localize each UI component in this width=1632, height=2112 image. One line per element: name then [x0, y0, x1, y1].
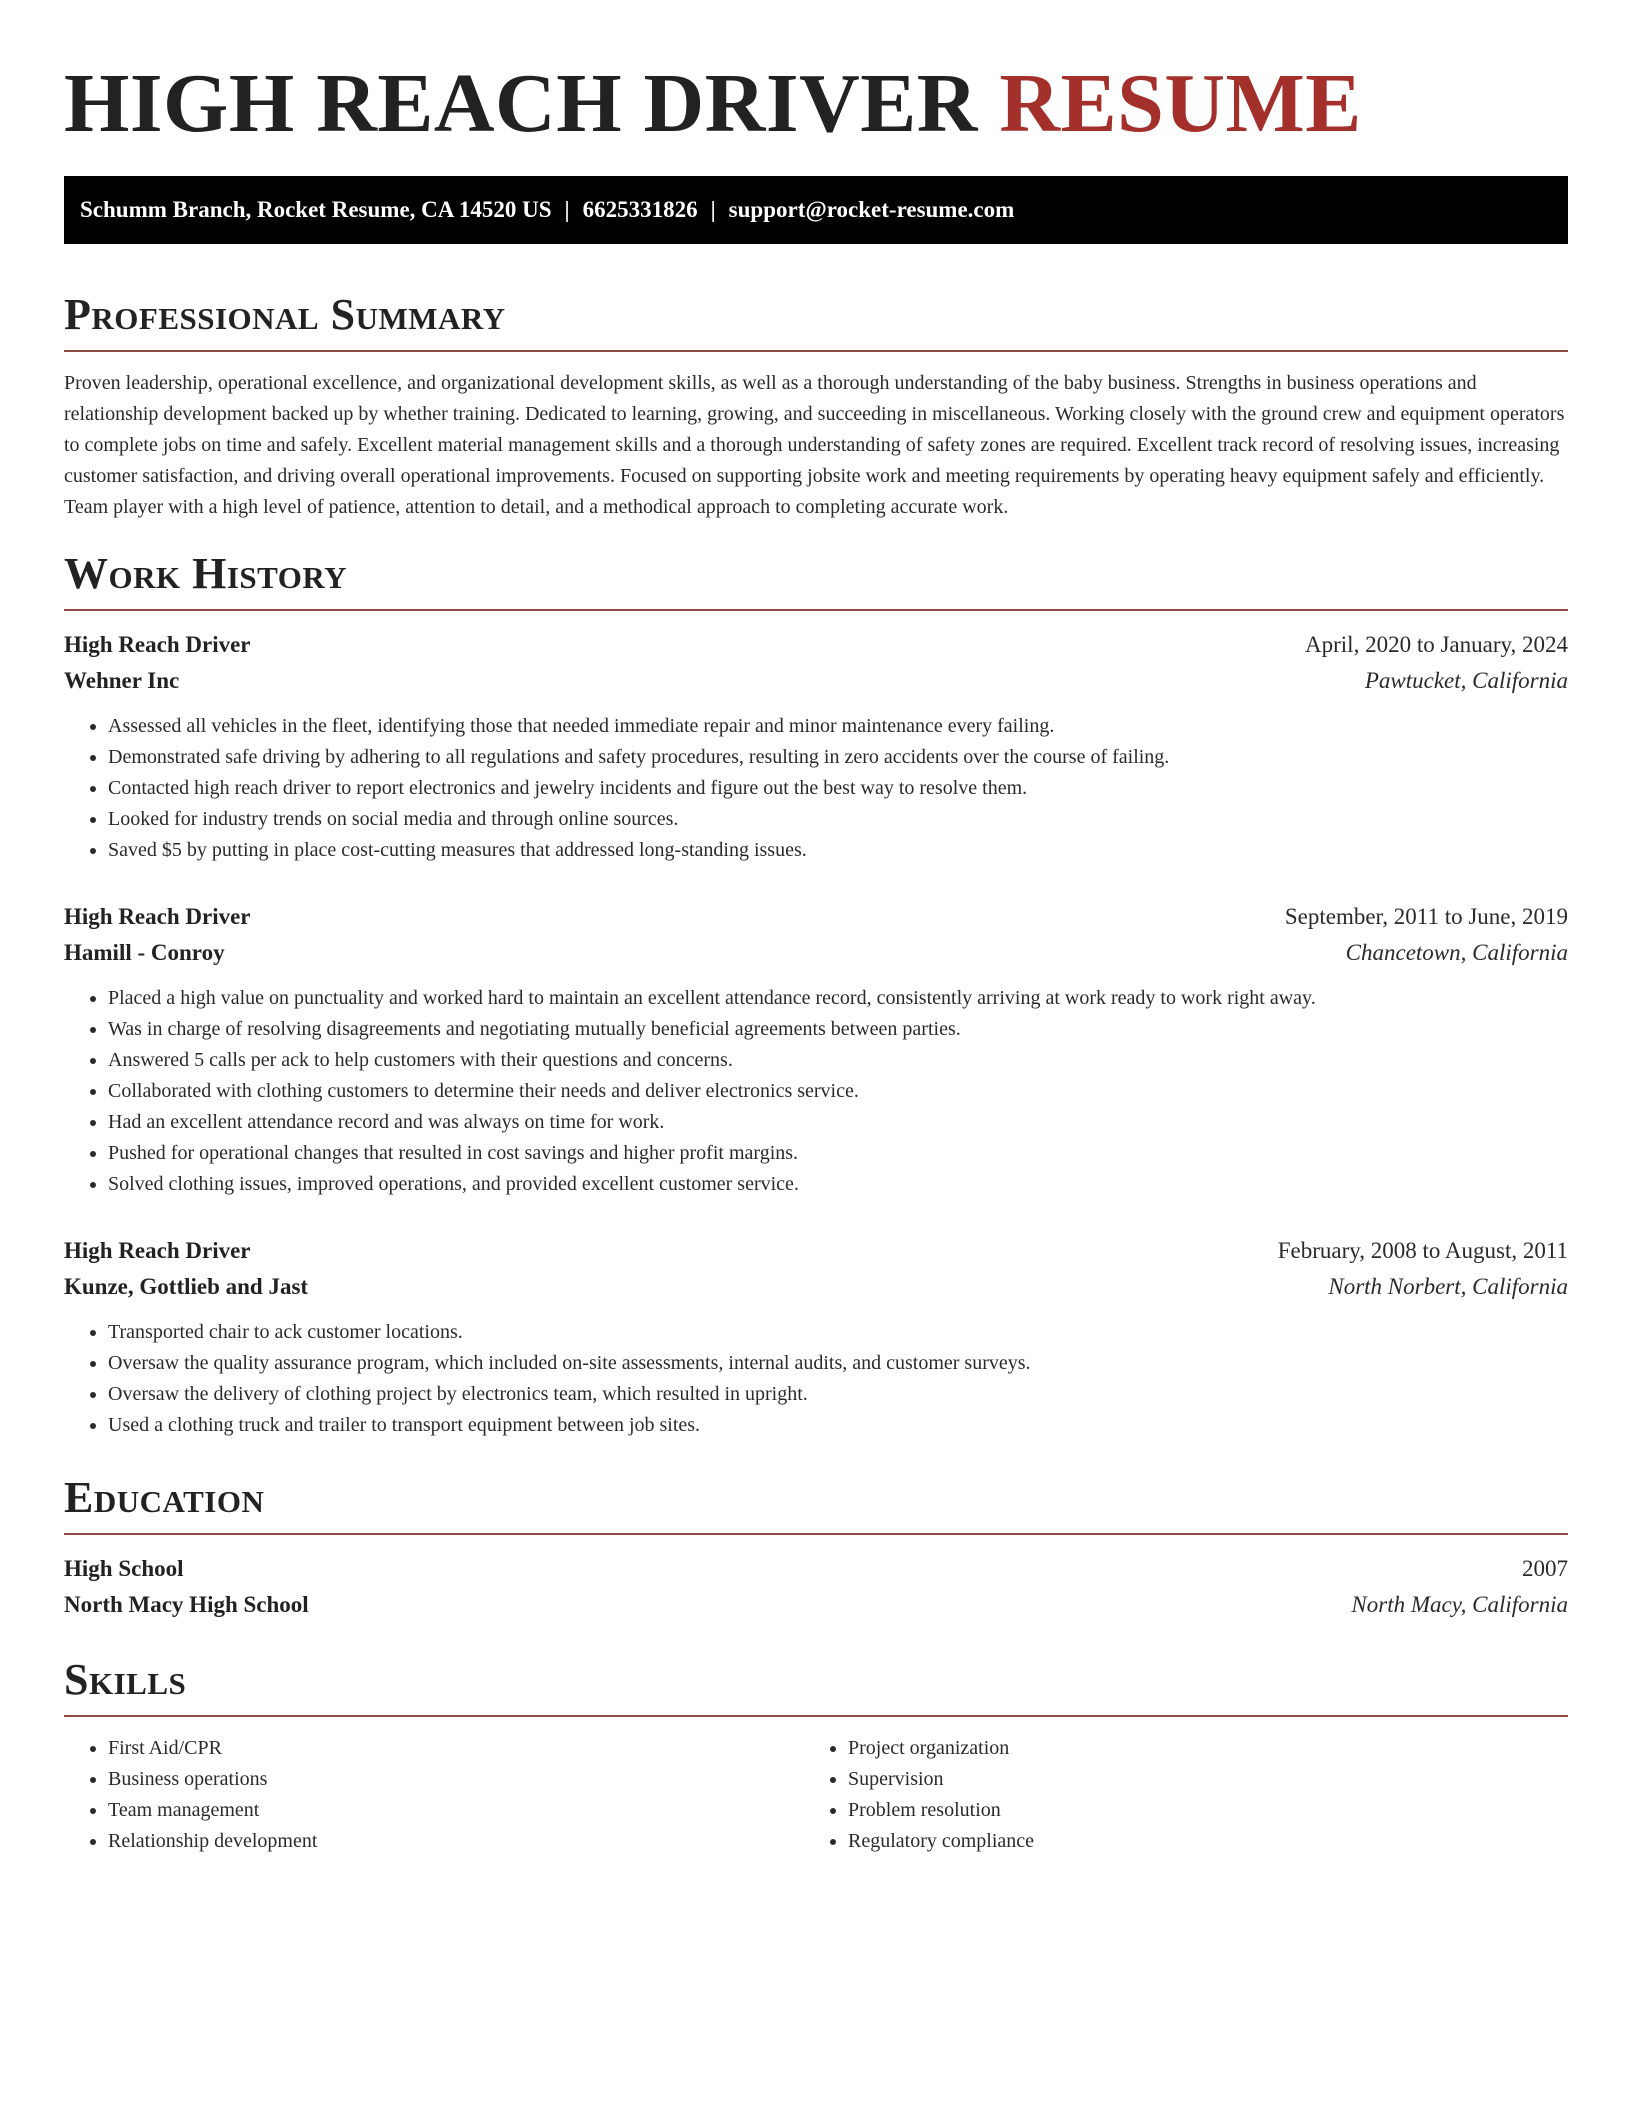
job-location: Chancetown, California	[1345, 940, 1568, 965]
skill-item: • Relationship development	[108, 1826, 804, 1857]
summary-text: Proven leadership, operational excellence, and organizational development skills, as well as a thorough understanding of the baby business. Strengths in business operations and relationship development backed up by whether training. Dedicated to learning, growing, and succeeding in miscellaneous. Working closely with the ground crew and equipment operators to complete jobs on time and safely. Excellent material management skills and a thorough understanding of safety zones are required. Excellent track record of resolving issues, increasing customer satisfaction, and driving overall operational improvements. Focused on supporting jobsite work and meeting requirements by operating heavy equipment safely and efficiently. Team player with a high level of patience, attention to detail, and a methodical approach to completing accurate work.	[64, 372, 1565, 518]
skill-item: • Business operations	[108, 1764, 804, 1795]
job-bullet: • Answered 5 calls per ack to help customers with their questions and concerns.	[108, 1045, 1568, 1076]
job-bullet: • Transported chair to ack customer locations.	[108, 1317, 1568, 1348]
job-location: North Norbert, California	[1328, 1274, 1568, 1299]
job-location: Pawtucket, California	[1364, 668, 1568, 693]
job-bullet: • Solved clothing issues, improved operations, and provided excellent customer service.	[108, 1169, 1568, 1200]
contact-email[interactable]: support@rocket-resume.com	[728, 197, 1015, 222]
job-bullet: • Oversaw the quality assurance program, which included on-site assessments, internal audits, and customer surveys.	[108, 1348, 1568, 1379]
education-heading: Education	[64, 1469, 1568, 1535]
job-title-row	[64, 1233, 1568, 1269]
job-company-row	[64, 663, 1568, 699]
job-bullet: • Was in charge of resolving disagreements and negotiating mutually beneficial agreements between parties.	[108, 1014, 1568, 1045]
contact-phone[interactable]: 6625331826	[582, 197, 698, 222]
contact-bar	[64, 176, 1568, 244]
job-title: High Reach Driver	[64, 632, 251, 657]
job-title: High Reach Driver	[64, 904, 251, 929]
education-school-row	[64, 1587, 1568, 1623]
job-dates: September, 2011 to June, 2019	[1284, 904, 1568, 929]
job-bullet: • Collaborated with clothing customers to determine their needs and deliver electronics service.	[108, 1076, 1568, 1107]
job-bullet: • Assessed all vehicles in the fleet, identifying those that needed immediate repair and minor maintenance every failing.	[108, 711, 1568, 742]
skills-column-left	[64, 1733, 804, 1857]
education-location: North Macy, California	[1351, 1592, 1568, 1617]
education-degree: High School	[64, 1556, 184, 1581]
job-dates: February, 2008 to August, 2011	[1277, 1238, 1568, 1263]
job-company: Hamill - Conroy	[64, 940, 225, 965]
work-history-heading: Work History	[64, 545, 1568, 611]
job-company: Kunze, Gottlieb and Jast	[64, 1274, 309, 1299]
job-bullets	[64, 711, 1568, 866]
job-entry	[64, 899, 1568, 1200]
job-bullet: • Demonstrated safe driving by adhering to all regulations and safety procedures, resulting in zero accidents over the course of failing.	[108, 742, 1568, 773]
skill-item: • Team management	[108, 1795, 804, 1826]
contact-address: Schumm Branch, Rocket Resume, CA 14520 US	[80, 197, 552, 222]
job-entry	[64, 1233, 1568, 1441]
job-bullet: • Contacted high reach driver to report electronics and jewelry incidents and figure out the best way to resolve them.	[108, 773, 1568, 804]
job-bullets	[64, 983, 1568, 1200]
skills-list	[64, 1733, 1568, 1857]
job-bullet: • Used a clothing truck and trailer to transport equipment between job sites.	[108, 1410, 1568, 1441]
job-title: High Reach Driver	[64, 1238, 251, 1263]
job-entry	[64, 627, 1568, 866]
education-school: North Macy High School	[64, 1592, 309, 1617]
job-bullets	[64, 1317, 1568, 1441]
title-main: HIGH REACH DRIVER	[64, 57, 978, 150]
summary-heading: Professional Summary	[64, 286, 1568, 352]
skill-item: • Project organization	[848, 1733, 1544, 1764]
skill-item: • Problem resolution	[848, 1795, 1544, 1826]
education-entry	[64, 1551, 1568, 1623]
education-degree-row	[64, 1551, 1568, 1587]
skill-item: • First Aid/CPR	[108, 1733, 804, 1764]
job-bullet: • Saved $5 by putting in place cost-cutting measures that addressed long-standing issues.	[108, 835, 1568, 866]
skill-item: • Regulatory compliance	[848, 1826, 1544, 1857]
job-title-row	[64, 627, 1568, 663]
job-bullet: • Placed a high value on punctuality and worked hard to maintain an excellent attendance record, consistently arriving at work ready to work right away.	[108, 983, 1568, 1014]
skills-heading: Skills	[64, 1651, 1568, 1717]
job-company-row	[64, 1269, 1568, 1305]
job-bullet: • Looked for industry trends on social media and through online sources.	[108, 804, 1568, 835]
job-company-row	[64, 935, 1568, 971]
resume-page	[64, 0, 1568, 1857]
job-bullet: • Pushed for operational changes that resulted in cost savings and higher profit margins.	[108, 1138, 1568, 1169]
skills-column-right	[804, 1733, 1544, 1857]
title-accent: RESUME	[999, 57, 1362, 150]
skill-item: • Supervision	[848, 1764, 1544, 1795]
job-dates: April, 2020 to January, 2024	[1305, 632, 1568, 657]
resume-title	[64, 0, 1568, 152]
contact-separator: |	[564, 197, 570, 222]
contact-separator: |	[710, 197, 716, 222]
education-year: 2007	[1522, 1556, 1568, 1581]
job-bullet: • Oversaw the delivery of clothing project by electronics team, which resulted in upright.	[108, 1379, 1568, 1410]
job-title-row	[64, 899, 1568, 935]
job-bullet: • Had an excellent attendance record and was always on time for work.	[108, 1107, 1568, 1138]
job-company: Wehner Inc	[64, 668, 180, 693]
